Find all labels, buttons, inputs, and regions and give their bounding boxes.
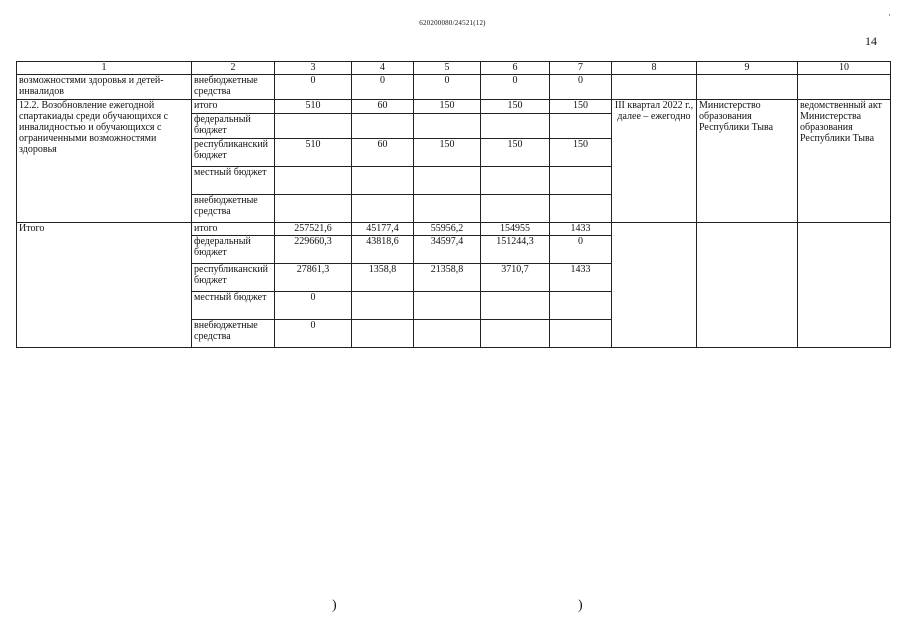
value-cell: 150 [481,139,550,167]
col-header: 2 [192,62,275,75]
funding-source: итого [192,100,275,114]
value-cell [414,114,481,139]
col-header: 8 [612,62,697,75]
col-header: 5 [414,62,481,75]
value-cell: 150 [550,100,612,114]
table-row [17,100,891,114]
value-cell [550,320,612,348]
value-cell: 0 [550,75,612,100]
col-header: 10 [798,62,891,75]
col-header: 9 [697,62,798,75]
footer-mark-right: ) [578,598,583,613]
value-cell: 151244,3 [481,236,550,264]
value-cell: 1433 [550,264,612,292]
value-cell [550,292,612,320]
value-cell [550,195,612,223]
col-header: 3 [275,62,352,75]
empty-cell [612,75,697,100]
value-cell [414,320,481,348]
value-cell [481,114,550,139]
value-cell: 229660,3 [275,236,352,264]
measure-title: возможностями здоровья и детей-инвалидов [17,75,192,100]
value-cell: 27861,3 [275,264,352,292]
col-header: 6 [481,62,550,75]
empty-cell [798,223,891,348]
value-cell [275,195,352,223]
value-cell: 154955 [481,223,550,236]
value-cell [275,114,352,139]
value-cell: 150 [414,139,481,167]
value-cell: 0 [352,75,414,100]
col-header: 1 [17,62,192,75]
value-cell: 510 [275,139,352,167]
value-cell [481,195,550,223]
document-code: 620200080/24521(12) [419,19,486,27]
value-cell: 43818,6 [352,236,414,264]
corner-mark: · [888,10,891,20]
value-cell: 60 [352,139,414,167]
funding-source: федеральный бюджет [192,236,275,264]
result-cell: ведомственный акт Министерства образования Республики Тыва [798,100,891,223]
table-row [17,75,891,100]
empty-cell [798,75,891,100]
funding-source: внебюджетные средства [192,195,275,223]
funding-source: республиканский бюджет [192,139,275,167]
value-cell: 150 [414,100,481,114]
value-cell [352,195,414,223]
value-cell: 1358,8 [352,264,414,292]
value-cell [481,292,550,320]
value-cell: 0 [275,292,352,320]
table-row [17,223,891,236]
page-number: 14 [865,34,877,48]
measure-title: 12.2. Возобновление ежегодной спартакиады среди обучающихся с инвалидностью и обучающихся с ограниченными возможностями здоровья [17,100,192,223]
value-cell [352,114,414,139]
measure-title: Итого [17,223,192,348]
value-cell [481,320,550,348]
value-cell: 3710,7 [481,264,550,292]
empty-cell [697,223,798,348]
value-cell [550,114,612,139]
value-cell: 150 [550,139,612,167]
value-cell: 1433 [550,223,612,236]
empty-cell [697,75,798,100]
funding-source: республиканский бюджет [192,264,275,292]
column-header-row [17,62,891,75]
value-cell [481,167,550,195]
col-header: 4 [352,62,414,75]
footer-mark-left: ) [332,598,337,613]
value-cell [352,167,414,195]
col-header: 7 [550,62,612,75]
responsible-cell: Министерство образования Республики Тыва [697,100,798,223]
value-cell: 55956,2 [414,223,481,236]
value-cell [414,167,481,195]
funding-source: местный бюджет [192,167,275,195]
value-cell [352,320,414,348]
funding-source: внебюджетные средства [192,320,275,348]
value-cell: 34597,4 [414,236,481,264]
value-cell: 60 [352,100,414,114]
value-cell: 45177,4 [352,223,414,236]
empty-cell [612,223,697,348]
budget-table [16,61,891,348]
value-cell [275,167,352,195]
value-cell: 0 [550,236,612,264]
period-cell: III квартал 2022 г., далее – ежегодно [612,100,697,223]
value-cell [414,292,481,320]
value-cell: 510 [275,100,352,114]
funding-source: федеральный бюджет [192,114,275,139]
funding-source: итого [192,223,275,236]
funding-source: местный бюджет [192,292,275,320]
value-cell: 21358,8 [414,264,481,292]
value-cell [550,167,612,195]
value-cell: 0 [275,75,352,100]
value-cell [414,195,481,223]
value-cell: 257521,6 [275,223,352,236]
value-cell: 0 [414,75,481,100]
value-cell: 0 [481,75,550,100]
value-cell: 150 [481,100,550,114]
value-cell: 0 [275,320,352,348]
funding-source: внебюджетные средства [192,75,275,100]
value-cell [352,292,414,320]
